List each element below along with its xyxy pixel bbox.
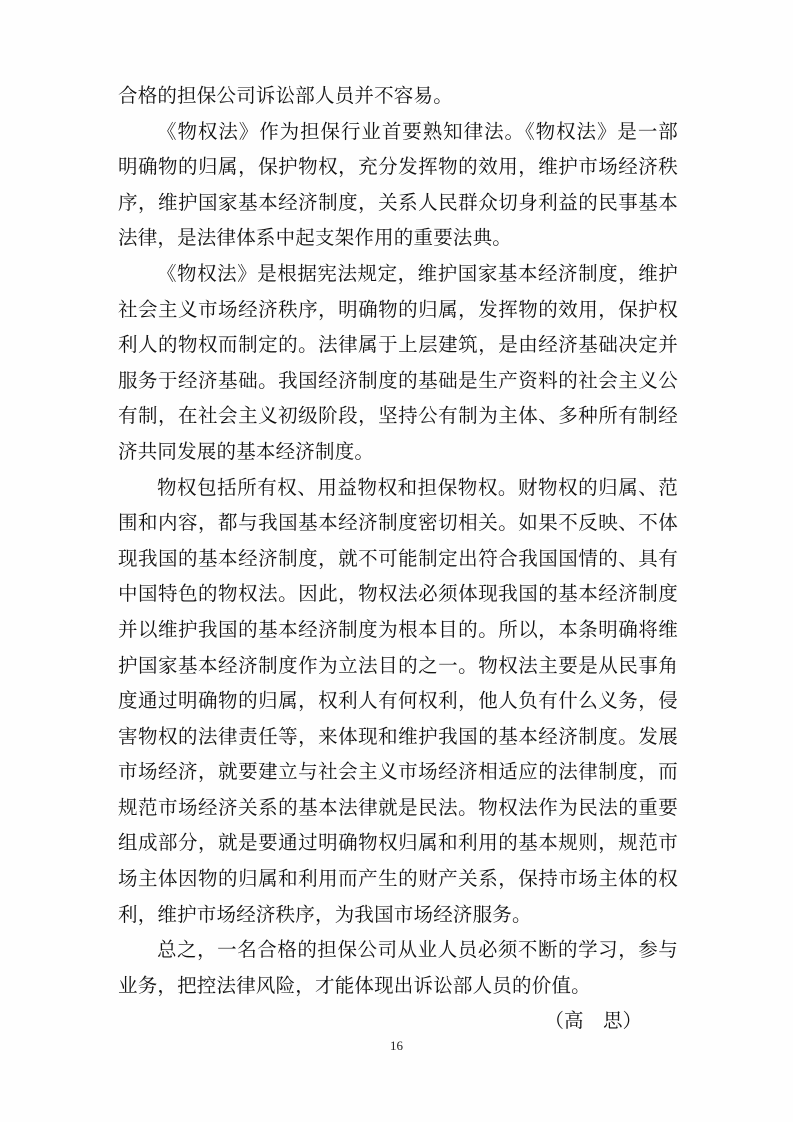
paragraph-5: 总之，一名合格的担保公司从业人员必须不断的学习，参与业务，把控法律风险，才能体现出诉讼部人员的价值。 — [118, 938, 678, 997]
paragraph-1: 合格的担保公司诉讼部人员并不容易。 — [118, 84, 453, 107]
paragraph-2: 《物权法》作为担保行业首要熟知律法。《物权法》是一部明确物的归属，保护物权，充分发挥物的效用，维护市场经济秩序，维护国家基本经济制度，关系人民群众切身利益的民事基本法律，是法律体系中起支架作用的重要法典。 — [118, 119, 678, 250]
document-body — [118, 78, 678, 1039]
page-number: 16 — [390, 1038, 403, 1053]
paragraph-4: 物权包括所有权、用益物权和担保物权。财物权的归属、范围和内容，都与我国基本经济制度密切相关。如果不反映、不体现我国的基本经济制度，就不可能制定出符合我国国情的、具有中国特色的物权法。因此，物权法必须体现我国的基本经济制度并以维护我国的基本经济制度为根本目的。所以，本条明确将维护国家基本经济制度作为立法目的之一。物权法主要是从民事角度通过明确物的归属，权利人有何权利，他人负有什么义务，侵害物权的法律责任等，来体现和维护我国的基本经济制度。发展市场经济，就要建立与社会主义市场经济相适应的法律制度，而规范市场经济关系的基本法律就是民法。物权法作为民法的重要组成部分，就是要通过明确物权归属和利用的基本规则，规范市场主体因物的归属和利用而产生的财产关系，保持市场主体的权利，维护市场经济秩序，为我国市场经济服务。 — [118, 475, 678, 926]
paragraph-3: 《物权法》是根据宪法规定，维护国家基本经济制度，维护社会主义市场经济秩序，明确物的归属，发挥物的效用，保护权利人的物权而制定的。法律属于上层建筑，是由经济基础决定并服务于经济基础。我国经济制度的基础是生产资料的社会主义公有制，在社会主义初级阶段，坚持公有制为主体、多种所有制经济共同发展的基本经济制度。 — [118, 261, 678, 463]
author-signature: （高 思） — [544, 1009, 642, 1033]
